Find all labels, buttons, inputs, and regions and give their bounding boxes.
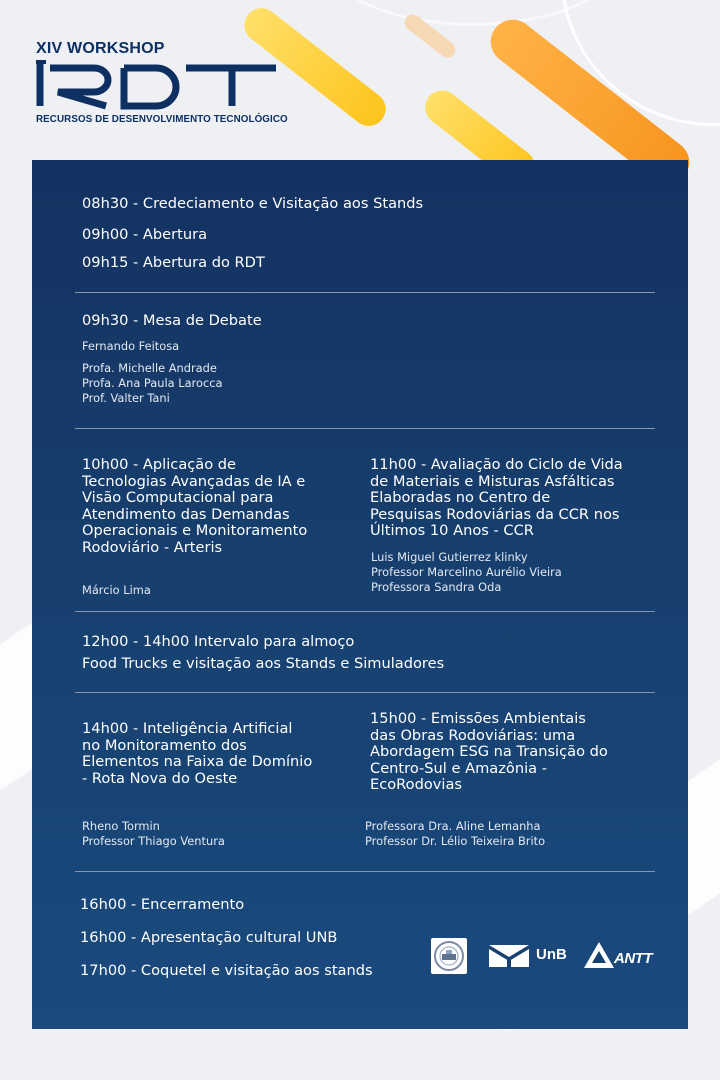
schedule-item-cultural: 16h00 - Apresentação cultural UNB xyxy=(80,929,338,946)
unb-mark-icon xyxy=(489,945,529,967)
divider xyxy=(75,871,655,872)
debate-moderator: Fernando Feitosa xyxy=(82,339,180,353)
divider xyxy=(75,428,655,429)
event-subtitle: RECURSOS DE DESENVOLVIMENTO TECNOLÓGICO xyxy=(36,114,288,125)
talk-1400-title: 14h00 - Inteligência Artificial no Monitoramento dos Elementos na Faixa de Domínio - Rota Nova do Oeste xyxy=(82,720,313,787)
debate-panelist: Profa. Michelle Andrade xyxy=(82,361,217,375)
schedule-panel xyxy=(32,160,688,1029)
debate-panelist: Prof. Valter Tani xyxy=(82,391,170,405)
schedule-item-closing: 16h00 - Encerramento xyxy=(80,896,245,913)
talk-1400-speaker: Professor Thiago Ventura xyxy=(82,834,225,848)
institution-seal-logo xyxy=(431,938,467,974)
lunch-break: 12h00 - 14h00 Intervalo para almoço xyxy=(82,633,355,650)
unb-logo xyxy=(489,944,569,968)
event-header xyxy=(36,40,286,125)
seal-icon xyxy=(431,938,467,974)
antt-triangle-icon xyxy=(584,942,614,968)
schedule-item-rdt-opening: 09h15 - Abertura do RDT xyxy=(82,254,265,271)
talk-1100-speaker: Professor Marcelino Aurélio Vieira xyxy=(371,565,562,579)
talk-1400-speaker: Rheno Tormin xyxy=(82,819,160,833)
rdt-logo-icon xyxy=(36,60,278,110)
schedule-item-accreditation: 08h30 - Credeciamento e Visitação aos Stands xyxy=(82,195,424,212)
talk-1000-speaker: Márcio Lima xyxy=(82,583,151,597)
schedule-item-opening: 09h00 - Abertura xyxy=(82,226,208,243)
talk-1500-title: 15h00 - Emissões Ambientais das Obras Rodoviárias: uma Abordagem ESG na Transição do Centro-Sul e Amazônia - EcoRodovias xyxy=(370,710,608,793)
antt-logo xyxy=(584,942,664,970)
event-edition: XIV WORKSHOP xyxy=(36,40,165,57)
talk-1100-title: 11h00 - Avaliação do Ciclo de Vida de Materiais e Misturas Asfálticas Elaboradas no Centro de Pesquisas Rodoviárias da CCR nos Últimos 10 Anos - CCR xyxy=(370,456,623,539)
lunch-activity: Food Trucks e visitação aos Stands e Simuladores xyxy=(82,655,445,672)
antt-label: ANTT xyxy=(614,950,652,967)
talk-1500-speaker: Professora Dra. Aline Lemanha xyxy=(365,819,541,833)
divider xyxy=(75,611,655,612)
debate-panelist: Profa. Ana Paula Larocca xyxy=(82,376,223,390)
divider xyxy=(75,692,655,693)
divider xyxy=(75,292,655,293)
schedule-item-cocktail: 17h00 - Coquetel e visitação aos stands xyxy=(80,962,373,979)
talk-1500-speaker: Professor Dr. Lélio Teixeira Brito xyxy=(365,834,546,848)
talk-1000-title: 10h00 - Aplicação de Tecnologias Avançadas de IA e Visão Computacional para Atendimento das Demandas Operacionais e Monitoramento Rodoviário - Arteris xyxy=(82,456,308,556)
talk-1100-speaker: Luis Miguel Gutierrez klinky xyxy=(371,550,528,564)
talk-1100-speaker: Professora Sandra Oda xyxy=(371,580,502,594)
debate-title: 09h30 - Mesa de Debate xyxy=(82,312,262,329)
unb-label: UnB xyxy=(536,946,567,963)
